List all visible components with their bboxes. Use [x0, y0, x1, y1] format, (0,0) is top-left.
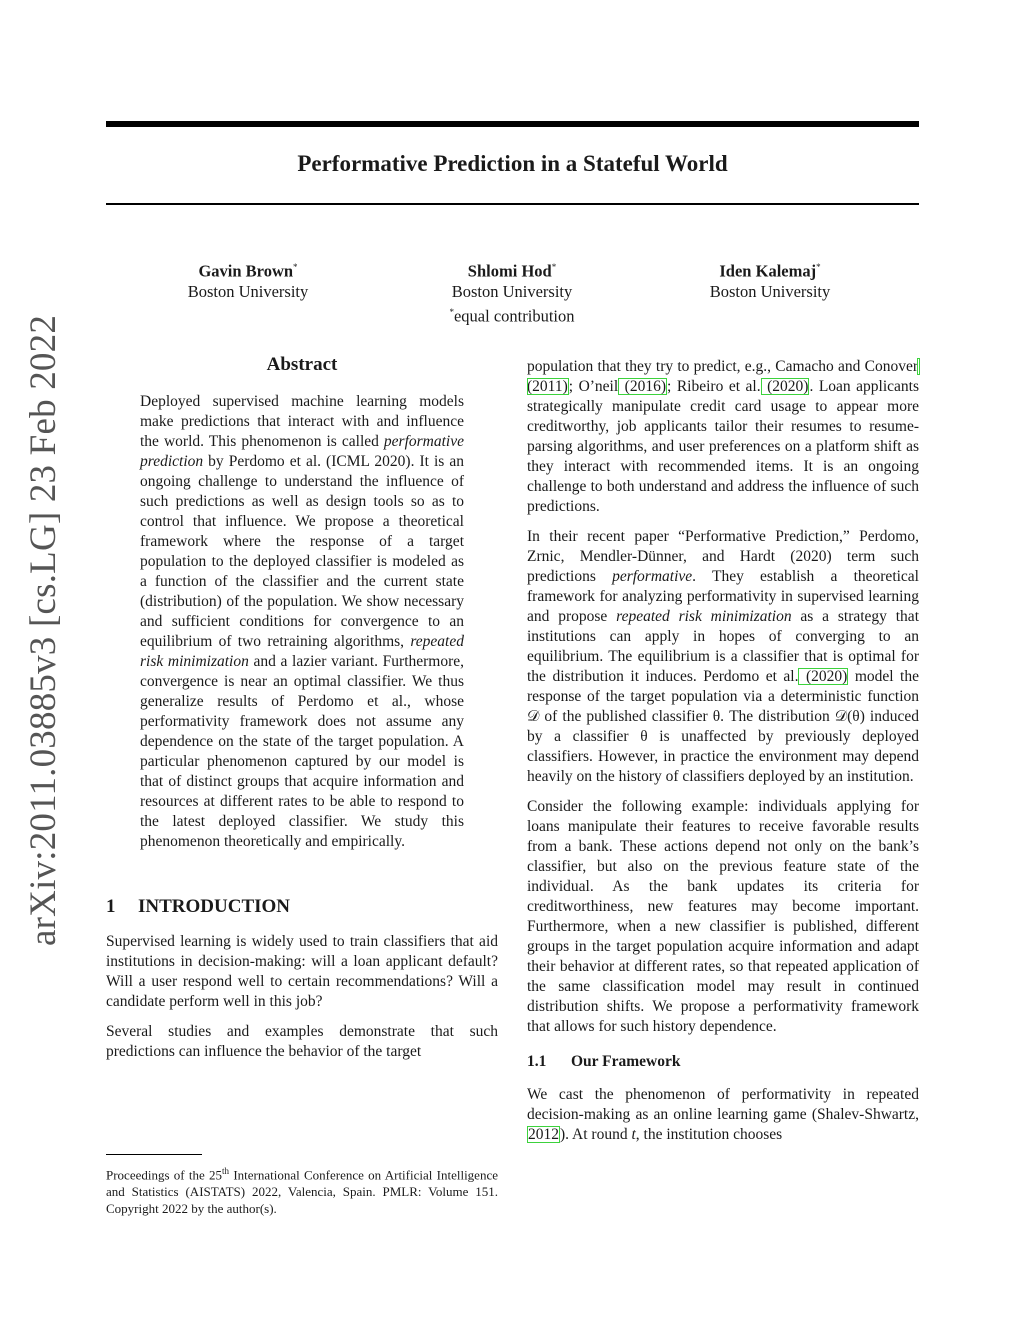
author-affiliation: Boston University [451, 281, 573, 301]
author-block-3 [650, 257, 890, 302]
author-name: Shlomi Hod [467, 261, 552, 281]
right-paragraph-2: In their recent paper “Performative Prediction,” Perdomo, Zrnic, Mendler-Dünner, and Hardt (2020) term such predictions performative. They establish a theoretical framework for analyzing performativity in supervised learning and propose repeated risk minimization as a strategy that institutions can apply in hopes of converging to an equilibrium. The equilibrium is a classifier that is optimal for the distribution it induces. Perdomo et al. (2020) model the response of the target population via a deterministic function 𝒟 of the published classifier θ. The distribution 𝒟(θ) induced by a classifier θ is unaffected by previously deployed classifiers. However, in practice the environment may depend heavily on the history of classifiers deployed by an institution. [527, 528, 919, 785]
footnote-text: Proceedings of the 25th International Conference on Artificial Intelligence and Statistics (AISTATS) 2022, Valencia, Spain. PMLR: Volume 151. Copyright 2022 by the author(s). [106, 1166, 498, 1217]
arxiv-sidebar-stamp: arXiv:2011.03885v3 [cs.LG] 23 Feb 2022 [23, 314, 64, 946]
citation-link[interactable]: 2012 [528, 1126, 559, 1143]
author-affiliation: Boston University [187, 281, 309, 301]
citation-link[interactable]: (2016) [619, 378, 667, 395]
paper-title: Performative Prediction in a Stateful World [297, 151, 728, 176]
left-column [106, 350, 498, 1072]
footnote [106, 1154, 498, 1217]
citation-link[interactable]: (2020) [761, 378, 809, 395]
right-paragraph-4: We cast the phenomenon of performativity in repeated decision-making as an online learning game (Shalev-Shwartz, 2012). At round t, the institution chooses [527, 1086, 919, 1143]
author-mark: * [293, 262, 298, 272]
abstract-heading: Abstract [266, 354, 338, 375]
author-block-2 [392, 257, 632, 326]
author-affiliation: Boston University [709, 281, 831, 301]
abstract-body: Deployed supervised machine learning models make predictions that interact with and influence the world. This phenomenon is called performative prediction by Perdomo et al. (ICML 2020). It is an ongoing challenge to understand the influence of such predictions as well as design tools so as to control that influence. We propose a theoretical framework where the response of a target population to the deployed classifier is modeled as a function of the classifier and the current state (distribution) of the population. We show necessary and sufficient conditions for convergence to an equilibrium of two retraining algorithms, repeated risk minimization and a lazier variant. Furthermore, convergence is near an optimal classifier. We thus generalize results of Perdomo et al., whose performativity framework does not assume any dependence on the state of the target population. A particular phenomenon captured by our model is that of distinct groups that acquire information and resources at different rates to be able to respond to the latest deployed classifier. We study this phenomenon theoretically and empirically. [140, 393, 465, 850]
citation-link[interactable]: (2011) [527, 358, 919, 395]
right-paragraph-3: Consider the following example: individuals applying for loans manipulate their features to receive favorable results from a bank. These actions depend not only on the bank’s classifier, but also on the previous feature state of the individual. As the bank updates its criteria for creditworthiness, new features may become important. Furthermore, when a new classifier is published, different groups in the target population acquire information and adapt their behavior at different rates, so that repeated application of the same classification model may result in continued distribution shifts. We propose a performativity framework that allows for such history dependence. [527, 798, 919, 1035]
title-top-rule [106, 121, 919, 127]
subsection-heading-our-framework: 1.1 Our Framework [527, 1053, 681, 1070]
author-mark: * [551, 262, 557, 272]
citation-link[interactable]: (2020) [799, 668, 848, 685]
intro-paragraph-2: Several studies and examples demonstrate that such predictions can influence the behavior of the target [106, 1023, 498, 1060]
section-heading-introduction: 1 INTRODUCTION [106, 896, 291, 917]
author-name: Gavin Brown [198, 261, 294, 281]
right-column [527, 357, 919, 1155]
footnote-rule [106, 1154, 202, 1155]
author-mark: * [816, 262, 821, 272]
author-name: Iden Kalemaj [719, 261, 817, 281]
author-block-1 [128, 257, 368, 302]
right-paragraph-1: population that they try to predict, e.g., Camacho and Conover (2011); O’neil (2016); Ribeiro et al. (2020). Loan applicants strategically manipulate credit card usage to appear more creditworthy, job applicants tailor their resumes to resume-parsing algorithms, and user preferences on a platform shift as they interact with recommended items. It is an ongoing challenge to both understand and address the influence of such predictions. [527, 358, 920, 515]
intro-paragraph-1: Supervised learning is widely used to train classifiers that aid institutions in decision-making: will a loan applicant default? Will a user respond well to certain recommendations? Will a candidate perform well in this job? [106, 933, 498, 1010]
title-bottom-rule [106, 203, 919, 205]
equal-contribution-note: *equal contribution [449, 306, 575, 325]
